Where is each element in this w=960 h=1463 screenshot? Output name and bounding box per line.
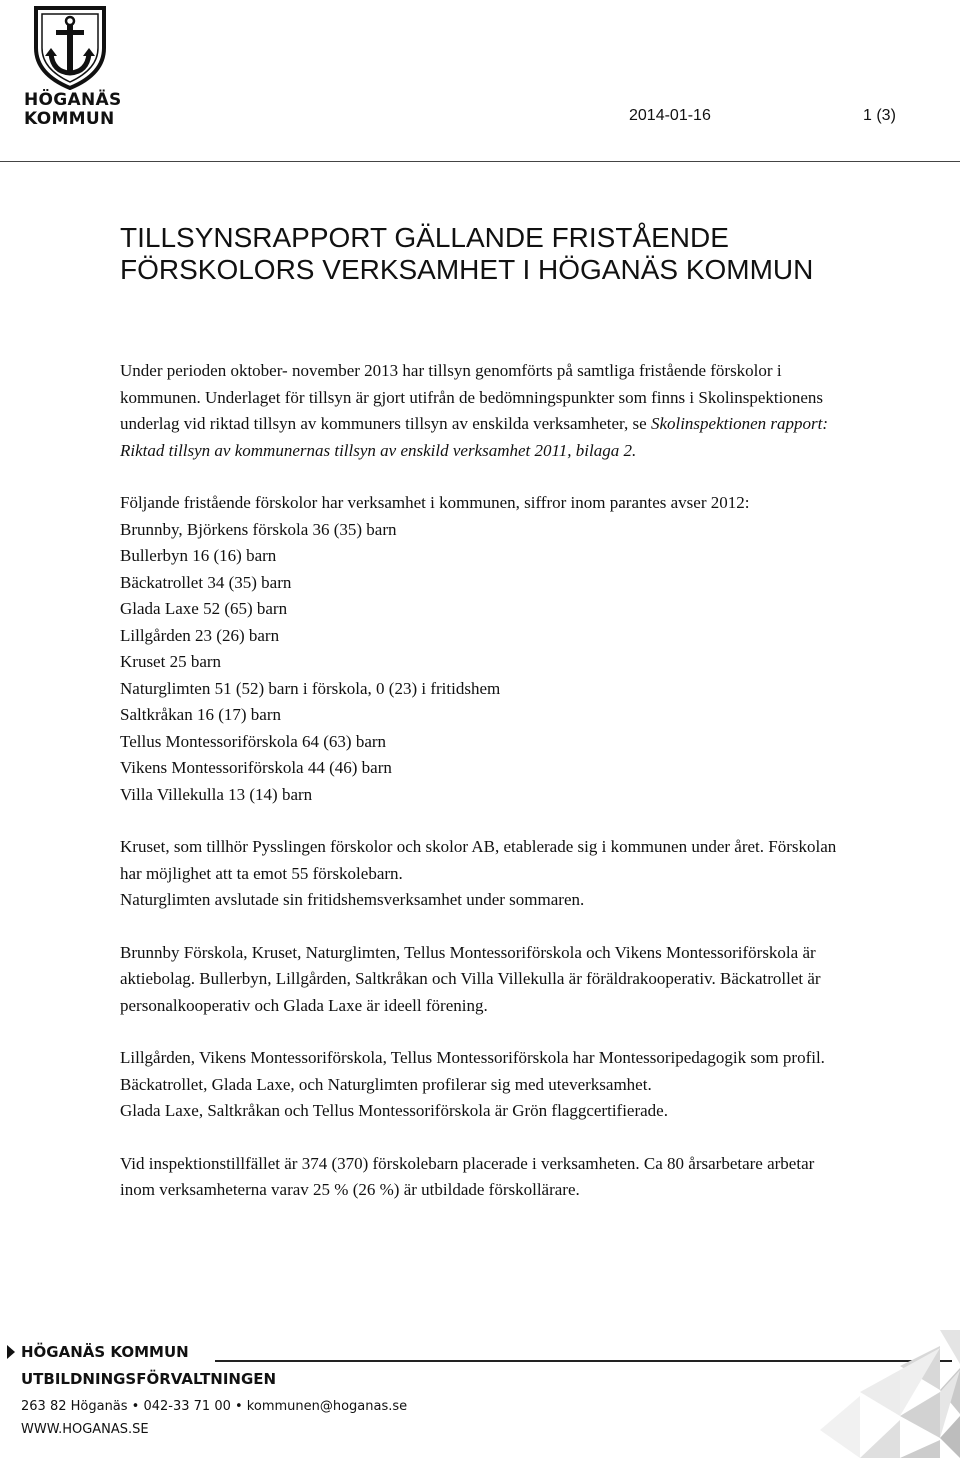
list-item: Bäckatrollet 34 (35) barn <box>120 572 292 592</box>
list-item: Glada Laxe 52 (65) barn <box>120 599 288 618</box>
list-item: Saltkråkan 16 (17) barn <box>120 705 281 724</box>
ownership-paragraph: Brunnby Förskola, Kruset, Naturglimten, Tellus Montessoriförskola och Vikens Montessoriförskola är aktiebolag. Bullerbyn, Lillgården, Saltkråkan och Villa Villekulla är föräldrakooperativ. Bäckatrollet är personalkooperativ och Glada Laxe är ideell förening. <box>120 942 821 1015</box>
list-item: Brunnby, Björkens förskola 36 (35) barn <box>120 519 397 539</box>
footer-arrow-icon <box>7 1345 15 1359</box>
list-item: Kruset 25 barn <box>120 652 222 671</box>
decorative-triangle-pattern <box>810 1330 960 1458</box>
list-item: Bullerbyn 16 (16) barn <box>120 546 277 565</box>
kruset-paragraph: Kruset, som tillhör Pysslingen förskolor och skolor AB, etablerade sig i kommunen under året. Förskolan har möjlighet att ta emot 55 förskolebarn. <box>120 837 837 883</box>
footer-website: WWW.HOGANAS.SE <box>21 1422 149 1437</box>
header-divider <box>0 161 960 162</box>
anchor-shield-icon <box>22 2 118 90</box>
flag-paragraph: Glada Laxe, Saltkråkan och Tellus Montessoriförskola är Grön flaggcertifierade. <box>120 1101 668 1120</box>
intro-paragraph <box>120 358 850 464</box>
logo-line-1: HÖGANÄS <box>24 90 122 110</box>
list-item: Tellus Montessoriförskola 64 (63) barn <box>120 731 387 751</box>
footer-department: UTBILDNINGSFÖRVALTNINGEN <box>21 1370 277 1388</box>
list-item: Villa Villekulla 13 (14) barn <box>120 784 313 804</box>
school-list <box>120 517 850 809</box>
page-title: TILLSYNSRAPPORT GÄLLANDE FRISTÅENDE FÖRSKOLORS VERKSAMHET I HÖGANÄS KOMMUN <box>120 222 814 285</box>
logo-line-2: KOMMUN <box>24 109 115 129</box>
intro-text: Under perioden oktober- november 2013 har tillsyn genomförts på samtliga fristående förskolor i kommunen. Underlaget för tillsyn är gjort utifrån de bedömningspunkter som finns i Skolinspektionens underlag vid riktad tillsyn av kommuners tillsyn av enskilda verksamheter, se <box>120 361 824 433</box>
report-body <box>120 358 850 1204</box>
footer-organization: HÖGANÄS KOMMUN <box>21 1343 189 1361</box>
list-item: Naturglimten 51 (52) barn i förskola, 0 (23) i fritidshem <box>120 678 501 698</box>
page-number: 1 (3) <box>863 107 896 124</box>
list-item: Lillgården 23 (26) barn <box>120 625 280 645</box>
document-date: 2014-01-16 <box>629 107 711 124</box>
intro-reference: Skolinspektionen rapport: Riktad tillsyn av kommunernas tillsyn av enskild verksamhet 2011, bilaga 2. <box>120 414 828 460</box>
logo-wordmark <box>24 91 122 129</box>
stats-paragraph: Vid inspektionstillfället är 374 (370) förskolebarn placerade i verksamheten. Ca 80 årsarbetare arbetar inom verksamheterna varav 25 % (26 %) är utbildade förskollärare. <box>120 1153 815 1199</box>
profile-paragraph: Lillgården, Vikens Montessoriförskola, Tellus Montessoriförskola har Montessoripedagogik som profil. Bäckatrollet, Glada Laxe, och Naturglimten profilerar sig med uteverksamhet. <box>120 1048 825 1094</box>
naturglimten-paragraph: Naturglimten avslutade sin fritidshemsverksamhet under sommaren. <box>120 890 585 909</box>
footer-contact: 263 82 Höganäs • 042-33 71 00 • kommunen@hoganas.se <box>21 1399 408 1414</box>
list-intro: Följande fristående förskolor har verksamhet i kommunen, siffror inom parantes avser 2012: <box>120 493 750 512</box>
list-item: Vikens Montessoriförskola 44 (46) barn <box>120 758 392 777</box>
